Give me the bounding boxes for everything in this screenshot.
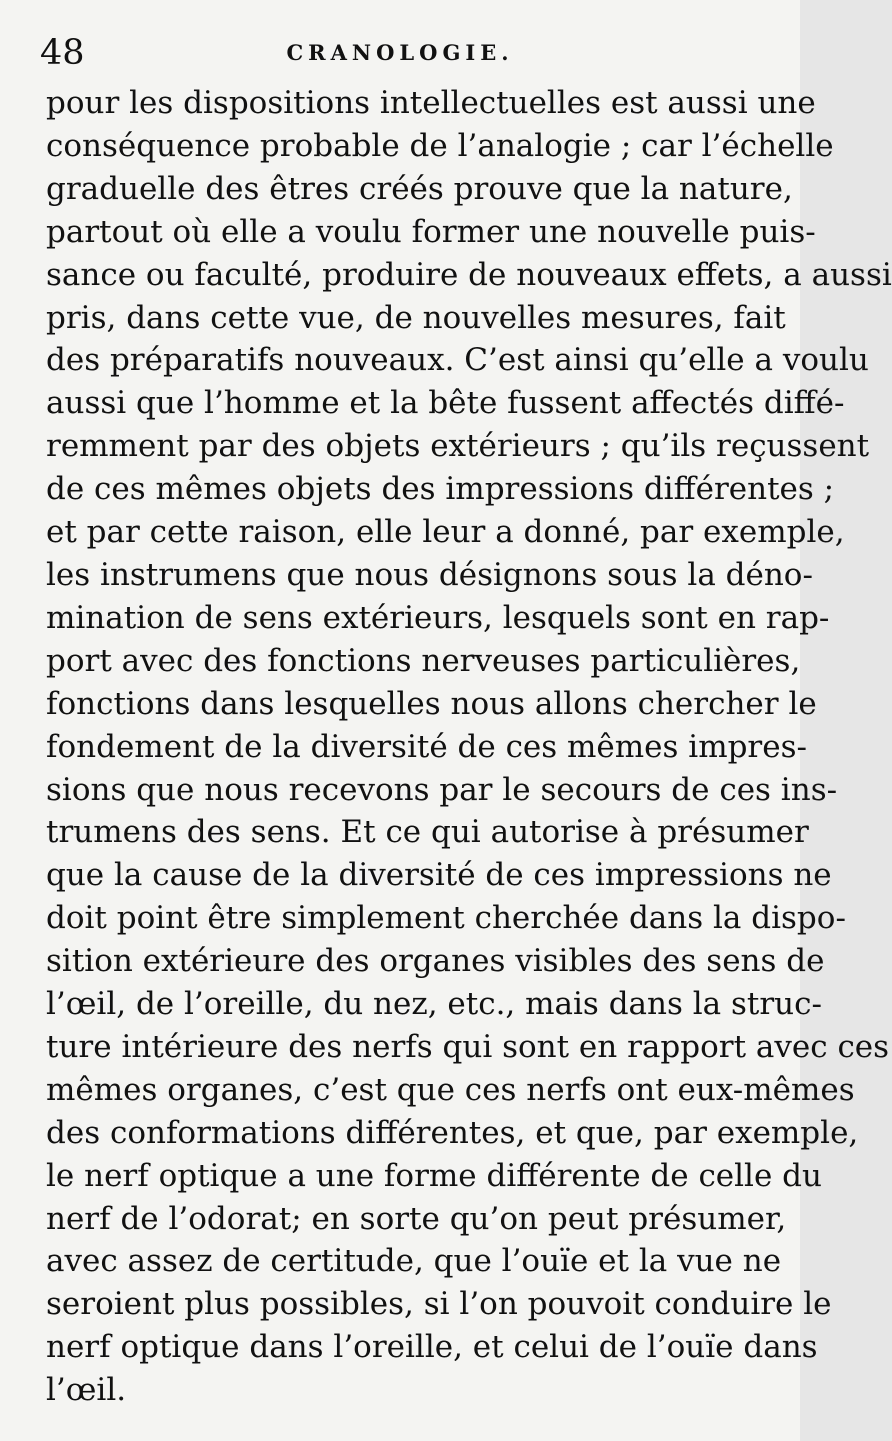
body-text [46, 82, 892, 1412]
text-line: de ces mêmes objets des impressions différentes ; [46, 471, 835, 508]
text-line: trumens des sens. Et ce qui autorise à présumer [46, 814, 809, 851]
text-line: nerf de l’odorat; en sorte qu’on peut présumer, [46, 1200, 787, 1237]
text-line: port avec des fonctions nerveuses particulières, [46, 642, 801, 679]
text-line: l’œil. [46, 1372, 127, 1409]
text-line: nerf optique dans l’oreille, et celui de l’ouïe dans [46, 1329, 818, 1366]
text-line: sions que nous recevons par le secours de ces ins- [46, 771, 838, 808]
text-line: pris, dans cette vue, de nouvelles mesures, fait [46, 299, 786, 336]
text-line: fonctions dans lesquelles nous allons chercher le [46, 685, 817, 722]
text-line: avec assez de certitude, que l’ouïe et la vue ne [46, 1243, 782, 1280]
text-line: conséquence probable de l’analogie ; car l’échelle [46, 127, 834, 164]
text-line: fondement de la diversité de ces mêmes impres- [46, 728, 807, 765]
text-line: que la cause de la diversité de ces impressions ne [46, 857, 832, 894]
text-line: remment par des objets extérieurs ; qu’ils reçussent [46, 428, 870, 465]
page-number: 48 [40, 33, 85, 73]
text-line: mêmes organes, c’est que ces nerfs ont eux-mêmes [46, 1071, 855, 1108]
text-line: sition extérieure des organes visibles des sens de [46, 943, 825, 980]
text-line: ture intérieure des nerfs qui sont en rapport avec ces [46, 1028, 890, 1065]
text-line: partout où elle a voulu former une nouvelle puis- [46, 213, 816, 250]
text-line: graduelle des êtres créés prouve que la nature, [46, 170, 793, 207]
text-line: doit point être simplement cherchée dans la dispo- [46, 900, 846, 937]
text-line: mination de sens extérieurs, lesquels sont en rap- [46, 599, 830, 636]
text-line: des conformations différentes, et que, par exemple, [46, 1114, 859, 1151]
text-line: l’œil, de l’oreille, du nez, etc., mais dans la struc- [46, 986, 822, 1023]
text-line: les instrumens que nous désignons sous la déno- [46, 556, 813, 593]
text-line: pour les dispositions intellectuelles est aussi une [46, 85, 816, 121]
text-line: et par cette raison, elle leur a donné, par exemple, [46, 514, 845, 551]
text-line: aussi que l’homme et la bête fussent affectés diffé- [46, 385, 845, 422]
running-title: CRANOLOGIE. [286, 40, 514, 65]
text-line: des préparatifs nouveaux. C’est ainsi qu’elle a voulu [46, 342, 869, 379]
text-line: le nerf optique a une forme différente de celle du [46, 1157, 822, 1194]
text-line: seroient plus possibles, si l’on pouvoit conduire le [46, 1286, 832, 1323]
text-line: sance ou faculté, produire de nouveaux effets, a aussi [46, 256, 892, 293]
